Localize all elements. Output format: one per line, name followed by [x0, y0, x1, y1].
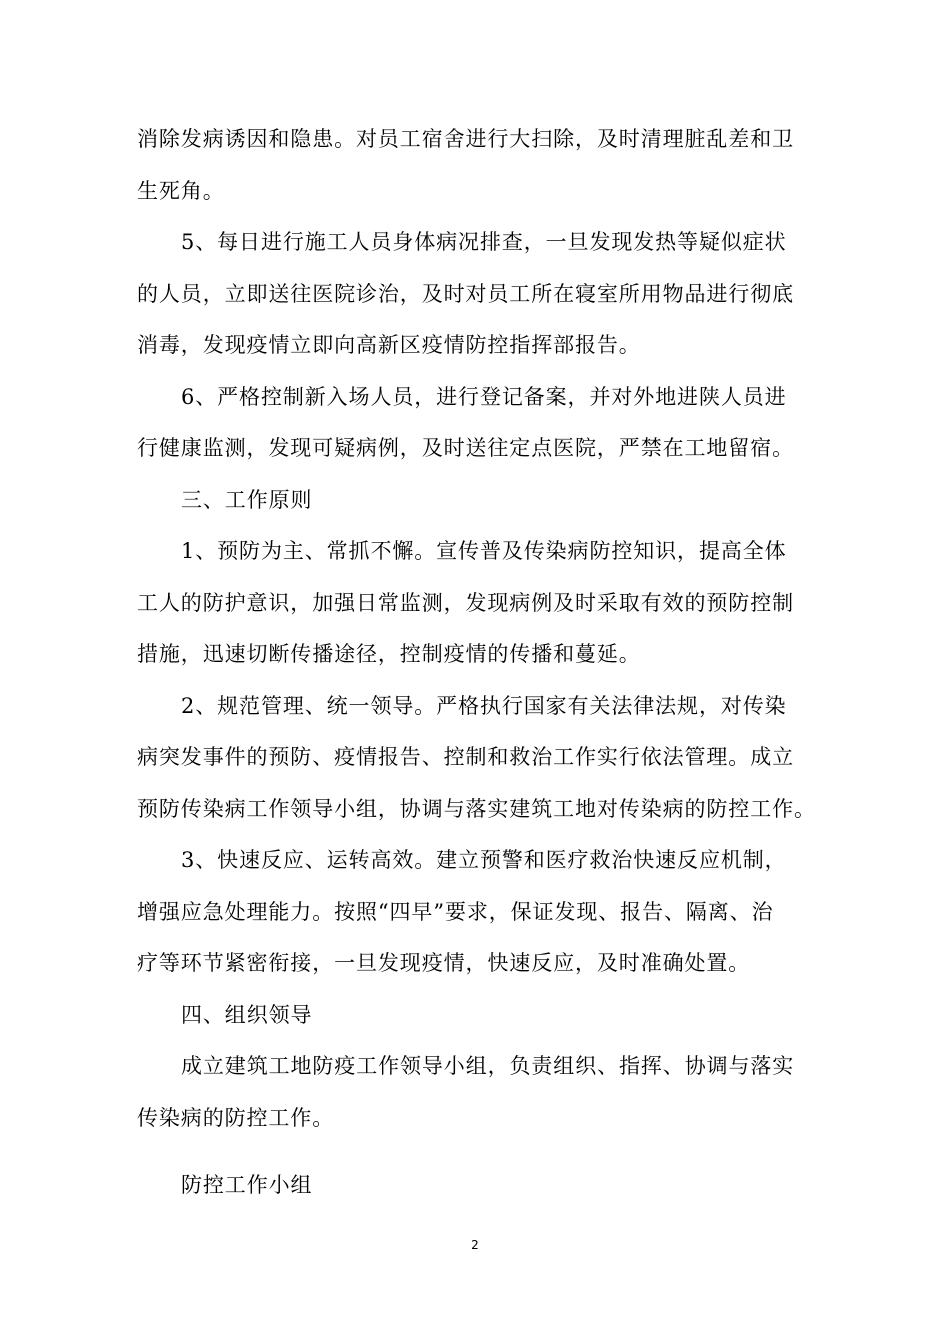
text-line: 病突发事件的预防、疫情报告、控制和救治工作实行依法管理。成立 — [137, 745, 794, 769]
page-number: 2 — [471, 1238, 479, 1252]
text-line: 疗等环节紧密衔接，一旦发现疫情，快速反应，及时准确处置。 — [137, 951, 751, 975]
text-line: 措施，迅速切断传播途径，控制疫情的传播和蔓延。 — [137, 642, 641, 666]
text-line: 工人的防护意识，加强日常监测，发现病例及时采取有效的预防控制 — [137, 590, 794, 615]
paragraph-principle-2 — [137, 681, 821, 836]
text-line: 6、严格控制新入场人员，进行登记备案，并对外地进陕人员进 — [181, 384, 787, 409]
document-body — [137, 114, 821, 1212]
text-line: 的人员，立即送往医院诊治，及时对员工所在寝室所用物品进行彻底 — [137, 281, 794, 306]
paragraph-item-6 — [137, 372, 821, 475]
text-line: 1、预防为主、常抓不懈。宣传普及传染病防控知识，提高全体 — [181, 539, 787, 563]
text-line: 生死角。 — [137, 178, 225, 203]
text-line: 传染病的防控工作。 — [137, 1105, 335, 1130]
section-heading: 三、工作原则 — [181, 487, 313, 512]
paragraph-organization — [137, 1041, 821, 1144]
subheading-control-group — [137, 1160, 821, 1212]
text-line: 行健康监测，发现可疑病例，及时送往定点医院，严禁在工地留宿。 — [137, 436, 794, 460]
text-line: 5、每日进行施工人员身体病况排查，一旦发现发热等疑似症状 — [181, 230, 787, 254]
text-line: 增强应急处理能力。按照“四早”要求，保证发现、报告、隔离、治 — [137, 899, 774, 924]
section-heading-organization — [137, 990, 821, 1042]
paragraph-item-5 — [137, 217, 821, 372]
text-line: 3、快速反应、运转高效。建立预警和医疗救治快速反应机制， — [181, 848, 787, 872]
text-line: 成立建筑工地防疫工作领导小组，负责组织、指挥、协调与落实 — [181, 1054, 795, 1078]
paragraph-principle-3 — [137, 835, 821, 990]
text-line: 预防传染病工作领导小组，协调与落实建筑工地对传染病的防控工作。 — [137, 796, 816, 821]
section-heading: 四、组织领导 — [181, 1002, 313, 1027]
text-line: 2、规范管理、统一领导。严格执行国家有关法律法规，对传染 — [181, 693, 787, 718]
subheading: 防控工作小组 — [181, 1173, 313, 1197]
paragraph-1 — [137, 114, 821, 217]
text-line: 消除发病诱因和隐患。对员工宿舍进行大扫除，及时清理脏乱差和卫 — [137, 127, 794, 151]
section-heading-work-principles — [137, 475, 821, 527]
paragraph-principle-1 — [137, 526, 821, 681]
text-line: 消毒，发现疫情立即向高新区疫情防控指挥部报告。 — [137, 333, 641, 357]
